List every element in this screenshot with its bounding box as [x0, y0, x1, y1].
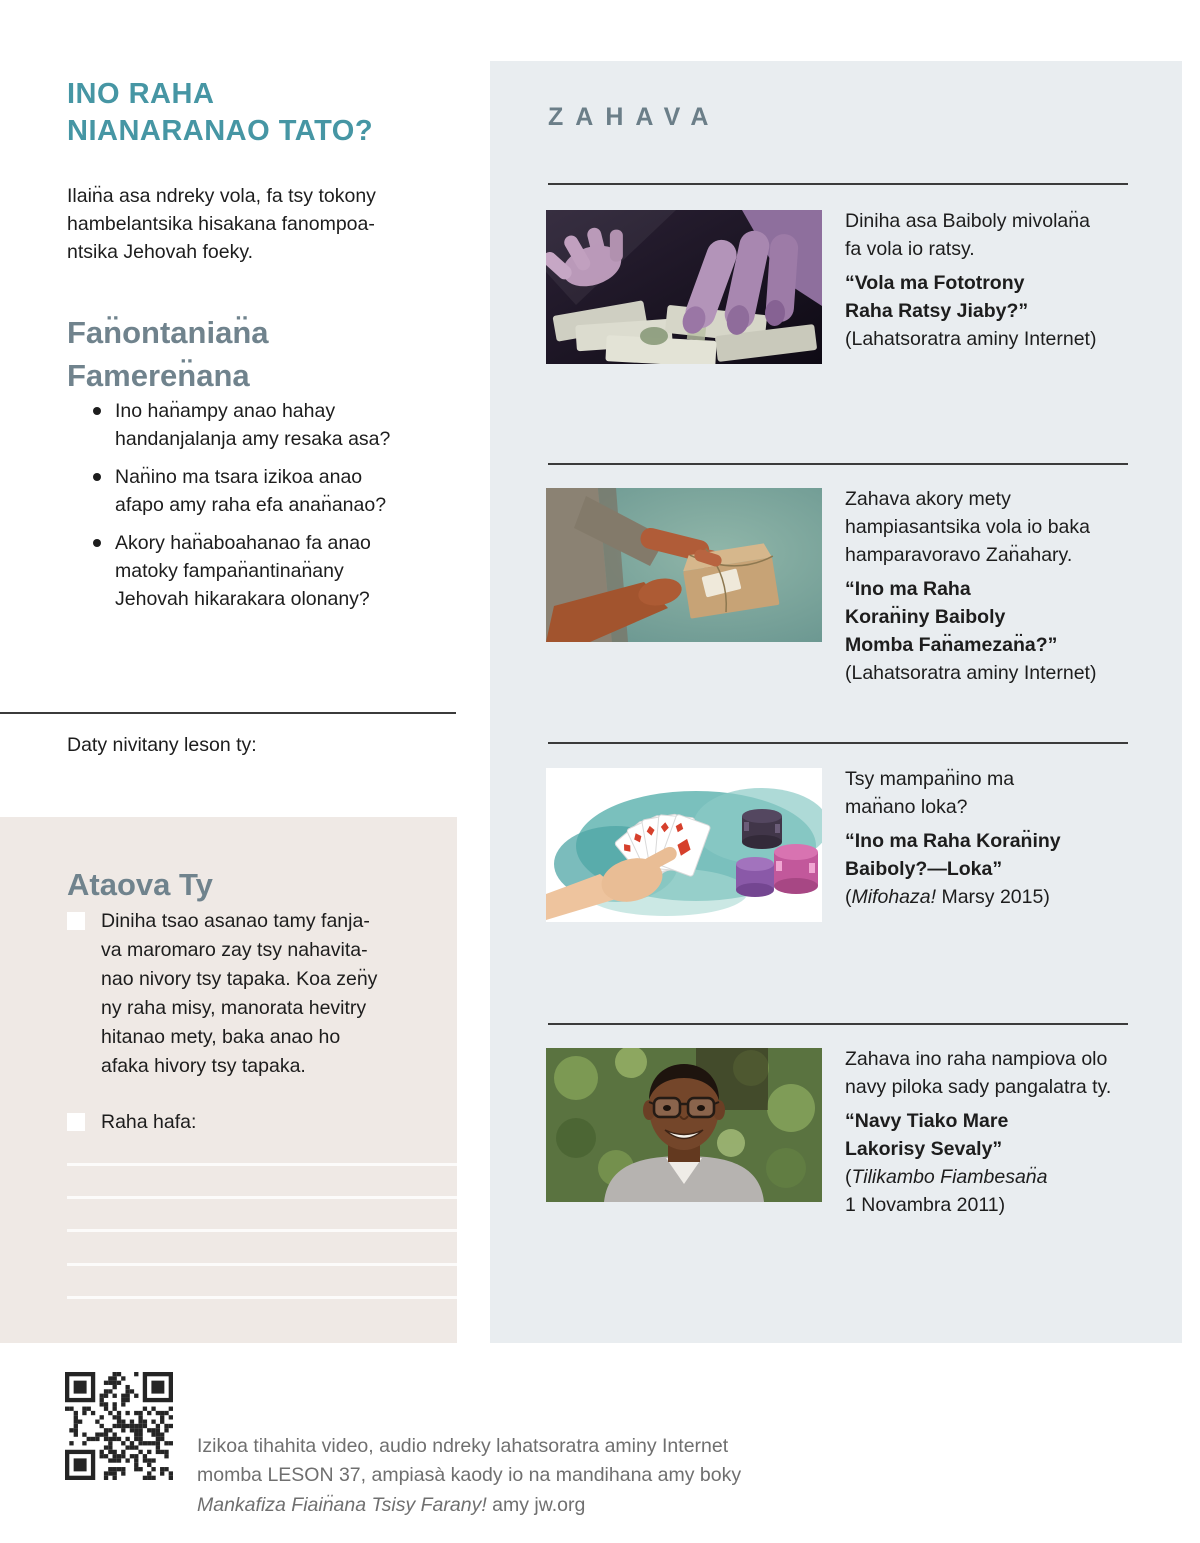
writing-line [67, 1196, 457, 1199]
page-title-line: INO RAHA [67, 78, 215, 111]
completion-date-label: Daty nivitany leson ty: [67, 734, 257, 756]
task-checkbox[interactable] [67, 912, 85, 930]
row-text [845, 1045, 1160, 1219]
task-item [67, 907, 423, 1081]
article-title: “Ino ma Raha Koran̈iny Baiboly Momba Fan̈amezan̈a?” [845, 578, 1058, 656]
zahava-heading: ZAHAVA [548, 103, 721, 131]
page-title [67, 76, 477, 150]
row-description: Zahava akory mety hampiasantsika vola io baka hamparavoravo Zan̈ahary. [845, 488, 1090, 566]
money-grab-photo [546, 210, 822, 364]
row-description: Zahava ino raha nampiova olo navy piloka sady pangalatra ty. [845, 1048, 1112, 1098]
row-divider [548, 463, 1128, 465]
article-source: (Mifohaza! Marsy 2015) [845, 886, 1050, 908]
task-text: Diniha tsao asanao tamy fanja- va maromaro zay tsy nahavita- nao nivory tsy tapaka. Koa zen̈y ny raha misy, manorata hevitry hitanao mety, baka anao ho afaka hivory tsy tapaka. [101, 910, 378, 1077]
page-title-line: NIANARANAO TATO? [67, 115, 374, 148]
writing-line [67, 1263, 457, 1266]
review-question: Ino han̈ampy anao hahay handanjalanja amy resaka asa? [93, 397, 473, 453]
writing-line [67, 1163, 457, 1166]
article-source: (Tilikambo Fiambesan̈a 1 Novambra 2011) [845, 1166, 1048, 1216]
ataova-ty-box [0, 817, 457, 1343]
package-gift-photo [546, 488, 822, 642]
article-title: “Vola ma Fototrony Raha Ratsy Jiaby?” [845, 272, 1029, 322]
article-source: (Lahatsoratra aminy Internet) [845, 662, 1097, 684]
gambling-cards-photo [546, 768, 822, 922]
zahava-panel [490, 61, 1182, 1343]
task-checkbox[interactable] [67, 1113, 85, 1131]
review-question: Nan̈ino ma tsara izikoa anao afapo amy raha efa anan̈anao? [93, 463, 473, 519]
review-questions-list [93, 397, 473, 623]
article-title: “Navy Tiako Mare Lakorisy Sevaly” [845, 1110, 1009, 1160]
bullet-icon [93, 473, 101, 481]
article-source: (Lahatsoratra aminy Internet) [845, 328, 1097, 350]
intro-paragraph: Ilain̈a asa ndreky vola, fa tsy tokony hambelantsika hisakana fanompoa- ntsika Jehovah foeky. [67, 184, 376, 263]
task-text: Raha hafa: [101, 1111, 197, 1133]
row-divider [548, 742, 1128, 744]
qr-code-icon [65, 1372, 175, 1484]
row-divider [548, 1023, 1128, 1025]
row-description: Tsy mampan̈ino ma man̈ano loka? [845, 768, 1015, 818]
row-text [845, 765, 1160, 911]
review-question: Akory han̈aboahanao fa anao matoky fampan̈antinan̈any Jehovah hikarakara olonany? [93, 529, 473, 613]
article-title: “Ino ma Raha Koran̈iny Baiboly?—Loka” [845, 830, 1061, 880]
writing-line [67, 1296, 457, 1299]
row-text [845, 207, 1160, 353]
writing-line [67, 1229, 457, 1232]
jw-org-text: amy jw.org [486, 1493, 586, 1516]
section-divider [0, 712, 456, 714]
ataova-ty-heading: Ataova Ty [67, 866, 213, 902]
row-divider [548, 183, 1128, 185]
bullet-icon [93, 407, 101, 415]
review-questions-heading: Fan̈ontanian̈a Fameren̈ana [67, 314, 269, 393]
footer-caption: Izikoa tihahita video, audio ndreky lahatsoratra aminy Internet momba LESON 37, ampiasà kaody io na mandihana amy boky Mankafiza Fiain̈ana Tsisy Farany! amy jw.org [197, 1434, 742, 1516]
row-description: Diniha asa Baiboly mivolan̈a fa vola io ratsy. [845, 210, 1090, 260]
book-title-italic: Mankafiza Fiain̈ana Tsisy Farany! [197, 1493, 487, 1516]
bullet-icon [93, 539, 101, 547]
task-item [67, 1108, 423, 1137]
row-text [845, 485, 1160, 687]
smiling-man-photo [546, 1048, 822, 1202]
